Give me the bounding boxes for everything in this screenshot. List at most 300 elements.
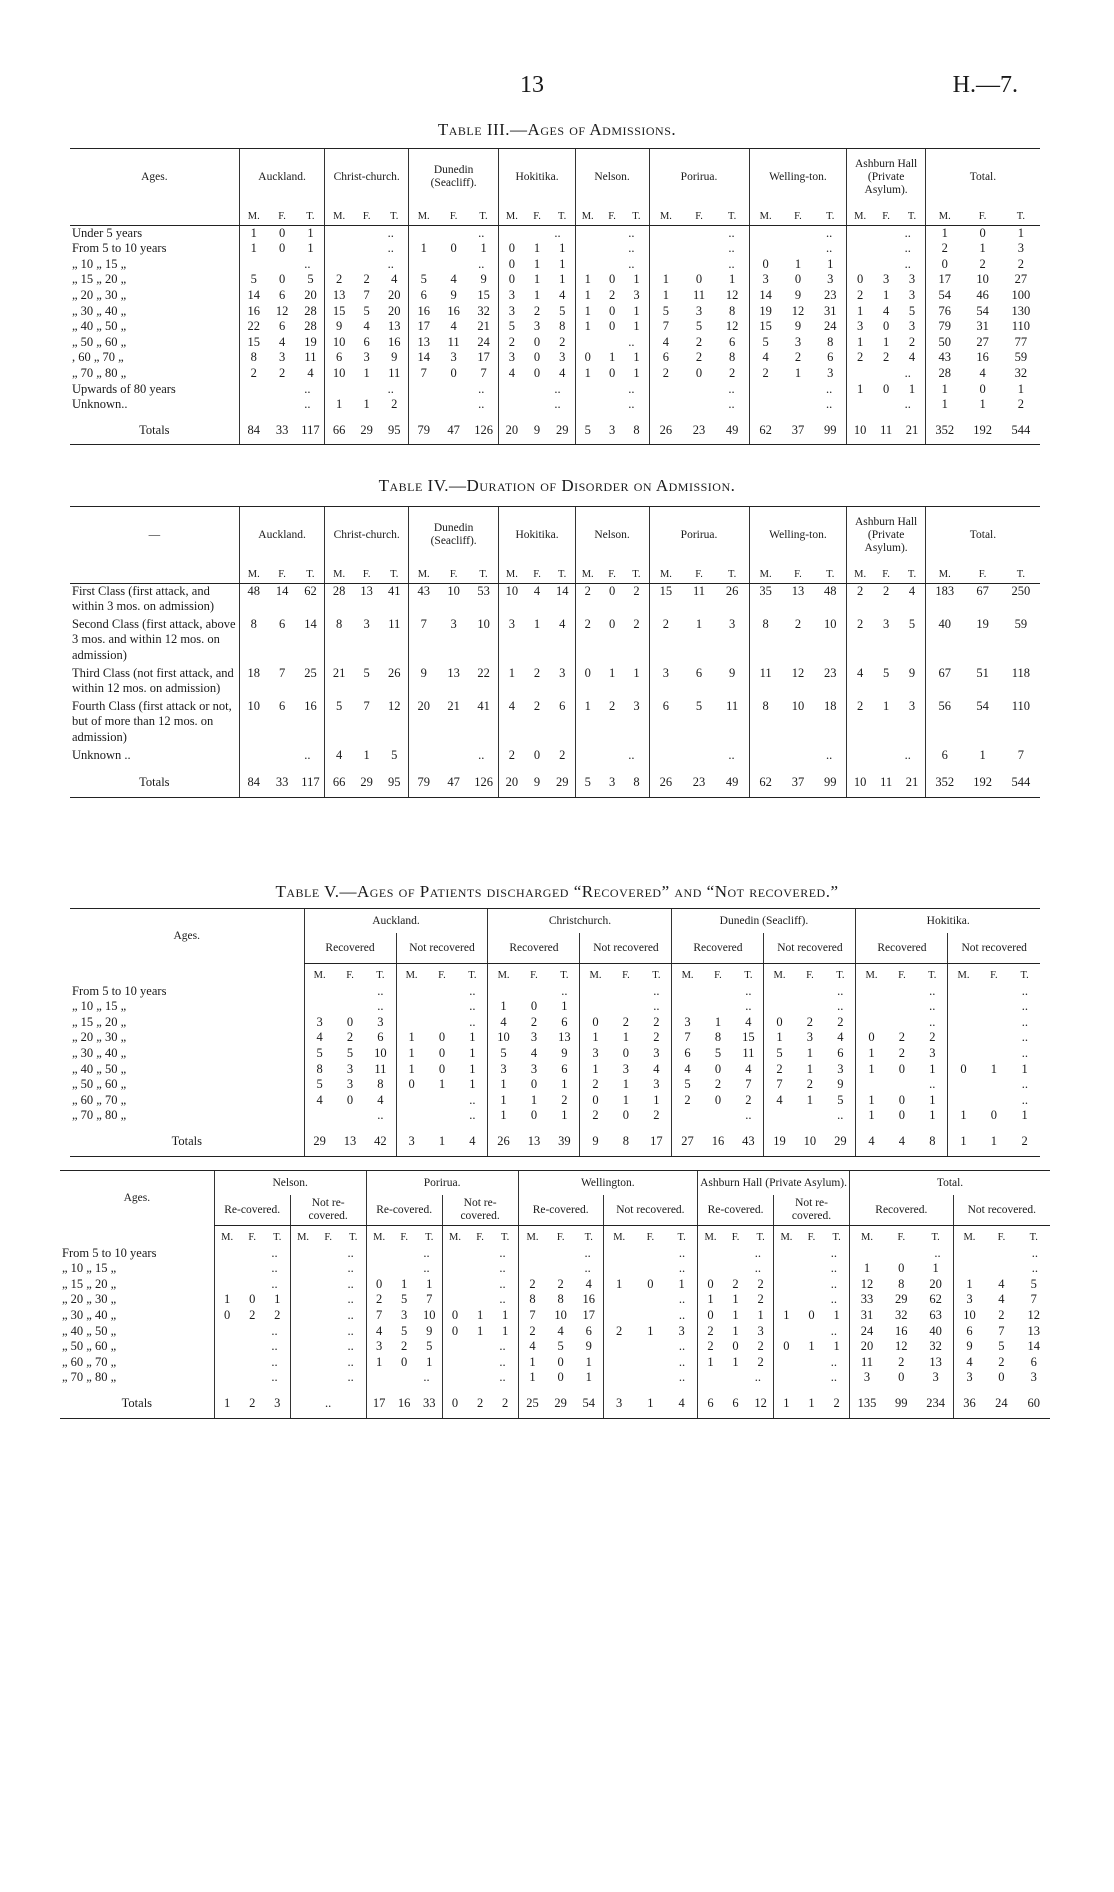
cell-value: 118 (1011, 665, 1030, 680)
total-value: 66 (325, 413, 353, 445)
group-header-row (60, 1171, 1050, 1196)
row-label: „ 70 „ 80 „ (72, 1108, 127, 1123)
cell-empty: .. (408, 382, 499, 398)
cell-value: 11 (388, 616, 401, 631)
cell-value: 12 (1027, 1307, 1040, 1322)
cell-value: 1 (622, 1092, 630, 1107)
cell-empty: .. (396, 984, 488, 1000)
cell-value: 2 (882, 350, 890, 365)
table-row (70, 397, 1040, 413)
table-row (70, 1093, 1040, 1109)
cell-value: 1 (979, 241, 986, 256)
cell-value: 1 (488, 1077, 519, 1093)
mft-label: M. (499, 563, 524, 583)
cell-empty: .. (774, 1261, 850, 1277)
cell-empty: .. (575, 257, 649, 273)
cell-value: 4 (837, 1030, 844, 1045)
cell-value: 7 (278, 665, 286, 680)
cell-value: 2 (653, 1014, 660, 1029)
total-value: 84 (239, 413, 268, 445)
cell-value: 4 (307, 365, 314, 380)
column-header: Christ-church. (325, 149, 408, 206)
cell-value: 17 (925, 272, 963, 288)
cell-empty: .. (774, 1292, 850, 1308)
cell-value: 1 (925, 397, 963, 413)
cell-value: 26 (387, 665, 401, 680)
cell-value: 8 (518, 1292, 546, 1308)
header-row (70, 507, 1040, 564)
total-value: 26 (488, 1124, 519, 1156)
cell-value: 1 (561, 1077, 568, 1092)
column-header: Total. (925, 149, 1040, 206)
total-value: 1 (799, 1386, 824, 1418)
cell-value: 1 (698, 1292, 723, 1308)
cell-empty: .. (749, 241, 847, 257)
cell-value: 3 (363, 616, 370, 631)
cell-value: 13 (325, 288, 353, 304)
cell-value: 59 (1014, 616, 1028, 631)
cell-value: 53 (477, 583, 490, 598)
cell-value: 1 (575, 304, 600, 320)
cell-value: 14 (304, 616, 317, 631)
total-value: 99 (814, 413, 847, 445)
cell-value: 6 (827, 350, 834, 365)
table-row (60, 1324, 1050, 1340)
cell-value: 4 (908, 350, 916, 365)
cell-value: 8 (377, 1077, 384, 1092)
cell-value: 2 (580, 1108, 611, 1124)
cell-value: 3 (559, 665, 566, 680)
total-value: 8 (917, 1124, 948, 1156)
cell-value: 0 (898, 1108, 906, 1123)
total-value: 8 (624, 413, 649, 445)
cell-empty: .. (603, 1339, 697, 1355)
cell-value: 3 (304, 1015, 335, 1031)
cell-value: 3 (366, 1339, 391, 1355)
cell-value: 1 (633, 272, 640, 287)
total-value: 95 (381, 413, 409, 445)
cell-empty: .. (290, 1324, 366, 1340)
cell-empty: .. (575, 397, 649, 413)
cell-value: 1 (396, 1046, 427, 1062)
cell-value: 4 (304, 1093, 335, 1109)
cell-empty: .. (442, 1292, 518, 1308)
cell-value: 10 (477, 616, 490, 631)
cell-value: 6 (695, 665, 703, 680)
total-value: 4 (887, 1124, 918, 1156)
mft-label: F. (807, 1232, 816, 1243)
sub-header: Not re-covered. (290, 1195, 366, 1226)
sub-header: Re-covered. (518, 1195, 603, 1226)
row-label: „ 15 „ 20 „ (62, 1276, 117, 1291)
table-row (70, 1030, 1040, 1046)
cell-value: 10 (791, 698, 805, 713)
table-row (70, 999, 1040, 1015)
cell-empty: .. (325, 241, 408, 257)
cell-value: 9 (908, 665, 916, 680)
cell-value: 1 (533, 256, 541, 271)
cell-value: 0 (499, 272, 524, 288)
cell-empty: .. (442, 1355, 518, 1371)
cell-value: 3 (908, 272, 916, 287)
sub-header: Not recovered (764, 933, 856, 964)
cell-value: 2 (533, 303, 541, 318)
cell-value: 14 (275, 583, 289, 598)
cell-value: 2 (239, 366, 268, 382)
cell-value: 2 (732, 1276, 739, 1291)
total-value: 10 (847, 413, 873, 445)
cell-value: 40 (929, 1323, 942, 1338)
cell-value: 15 (649, 583, 682, 617)
cell-value: 6 (585, 1323, 592, 1338)
cell-empty: .. (408, 397, 499, 413)
cell-value: 1 (480, 241, 487, 256)
cell-empty: .. (396, 1093, 488, 1109)
cell-value: 1 (585, 1354, 592, 1369)
cell-value: 0 (366, 1277, 391, 1293)
cell-empty: .. (774, 1370, 850, 1386)
cell-value: 62 (929, 1292, 942, 1307)
cell-value: 0 (647, 1276, 654, 1291)
total-value: 126 (469, 765, 499, 797)
cell-value: 0 (608, 616, 616, 631)
total-value: 11 (873, 765, 899, 797)
mft-label: T. (469, 563, 499, 583)
cell-empty: .. (764, 999, 856, 1015)
cell-value: 41 (387, 583, 401, 598)
table-row (70, 699, 1040, 748)
cell-value: 2 (530, 1014, 538, 1029)
cell-empty: .. (408, 225, 499, 241)
cell-value: 9 (426, 1323, 433, 1338)
cell-value: 3 (580, 1046, 611, 1062)
total-value: 192 (964, 765, 1002, 797)
total-value: 13 (335, 1124, 366, 1156)
cell-empty: .. (239, 257, 325, 273)
cell-empty: .. (518, 1246, 603, 1262)
cell-empty: .. (442, 1277, 518, 1293)
cell-value: 1 (847, 382, 873, 398)
mft-label: F. (782, 563, 815, 583)
cell-value: 5 (401, 1292, 408, 1307)
mft-label: M. (749, 205, 782, 225)
cell-value: 14 (749, 288, 782, 304)
cell-value: 17 (582, 1307, 596, 1322)
cell-value: 13 (387, 319, 401, 334)
mft-label: F. (600, 563, 625, 583)
total-value: 21 (899, 413, 925, 445)
cell-value: 2 (672, 1093, 703, 1109)
cell-value: 1 (502, 1323, 509, 1338)
cell-value: 1 (732, 1323, 739, 1338)
cell-value: 1 (808, 1339, 815, 1354)
cell-value: 3 (757, 1323, 764, 1338)
cell-value: 250 (1011, 583, 1031, 598)
mft-label: F. (438, 970, 446, 981)
total-value: 10 (795, 1124, 826, 1156)
total-value: 352 (925, 765, 963, 797)
cell-value: 14 (555, 583, 569, 598)
total-value: 8 (624, 765, 649, 797)
cell-empty: .. (672, 984, 764, 1000)
cell-value: 10 (953, 1308, 985, 1324)
cell-value: 18 (239, 666, 268, 699)
total-value: 1 (774, 1386, 799, 1418)
cell-value: 2 (561, 1092, 568, 1107)
mft-label: M. (488, 964, 519, 984)
cell-value: 3 (499, 617, 524, 666)
cell-value: 6 (649, 699, 682, 748)
cell-value: 3 (450, 616, 457, 631)
cell-value: 11 (304, 350, 317, 365)
cell-value: 32 (477, 303, 490, 318)
cell-value: 4 (450, 319, 457, 334)
table-row (70, 319, 1040, 335)
cell-value: 3 (653, 1077, 660, 1092)
mft-label: M. (214, 1226, 239, 1246)
cell-value: 1 (561, 1108, 568, 1123)
cell-value: 7 (363, 698, 370, 713)
total-value: 2 (824, 1386, 849, 1418)
mft-label: F. (268, 563, 297, 583)
cell-value: 2 (757, 1339, 764, 1354)
cell-value: 2 (518, 1277, 546, 1293)
cell-value: 4 (530, 1045, 538, 1060)
total-value: 49 (716, 765, 749, 797)
cell-value: 1 (408, 241, 438, 257)
cell-value: 0 (979, 381, 986, 396)
mft-row (70, 964, 1040, 984)
total-value: 3 (600, 413, 625, 445)
total-value: 26 (649, 765, 682, 797)
mft-label: T. (1002, 563, 1040, 583)
cell-value: 21 (325, 666, 353, 699)
cell-value: 1 (438, 1077, 446, 1092)
mft-label: F. (439, 205, 469, 225)
table-row (70, 583, 1040, 617)
cell-value: 3 (488, 1062, 519, 1078)
total-value: 27 (672, 1124, 703, 1156)
cell-value: 2 (1017, 397, 1024, 412)
cell-empty: .. (953, 1246, 1050, 1262)
mft-label: F. (806, 970, 814, 981)
table-4-duration-of-disorder (70, 506, 1040, 798)
cell-value: 13 (408, 335, 438, 351)
document-reference: H.—7. (952, 72, 1018, 98)
cell-value: 7 (672, 1030, 703, 1046)
cell-value: 26 (725, 583, 739, 598)
cell-value: 1 (850, 1261, 885, 1277)
mft-label: T. (550, 563, 575, 583)
cell-value: 0 (533, 350, 541, 365)
total-value: 3 (603, 1386, 634, 1418)
cell-value: 1 (575, 366, 600, 382)
cell-empty: .. (290, 1246, 366, 1262)
mft-label: F. (682, 205, 715, 225)
total-value: 16 (703, 1124, 734, 1156)
column-header: Ashburn Hall (Private Asylum). (847, 507, 926, 564)
cell-value: 2 (346, 1030, 354, 1045)
table-5-part-2 (60, 1170, 1050, 1419)
cell-value: 4 (488, 1015, 519, 1031)
cell-value: 2 (794, 350, 802, 365)
cell-value: 5 (882, 665, 890, 680)
mft-label: M. (649, 205, 682, 225)
cell-value: 6 (953, 1324, 985, 1340)
cell-value: 14 (408, 350, 438, 366)
cell-value: 9 (837, 1077, 844, 1092)
total-value: 66 (325, 765, 353, 797)
mft-label: F. (714, 970, 722, 981)
cell-value: 1 (653, 1092, 660, 1107)
total-value: 17 (366, 1386, 391, 1418)
cell-value: 15 (749, 319, 782, 335)
cell-value: 23 (824, 665, 837, 680)
cell-value: 5 (908, 303, 916, 318)
cell-empty: .. (672, 999, 764, 1015)
mft-label: M. (649, 563, 682, 583)
mft-label: T. (469, 205, 499, 225)
cell-value: 5 (307, 272, 314, 287)
mft-label: M. (603, 1226, 634, 1246)
cell-value: 29 (895, 1292, 908, 1307)
cell-value: 5 (426, 1339, 433, 1354)
cell-value: 8 (239, 350, 268, 366)
mft-label: F. (964, 563, 1002, 583)
cell-value: 3 (377, 1014, 384, 1029)
cell-value: 4 (366, 1324, 391, 1340)
cell-value: 6 (408, 288, 438, 304)
cell-value: 2 (764, 1062, 795, 1078)
total-value: 60 (1018, 1386, 1050, 1418)
cell-value: 5 (998, 1339, 1005, 1354)
cell-value: 2 (898, 1354, 905, 1369)
cell-value: 1 (396, 1030, 427, 1046)
cell-empty: .. (214, 1261, 290, 1277)
cell-value: 0 (732, 1339, 739, 1354)
cell-value: 0 (622, 1108, 630, 1123)
column-header: Hokitika. (499, 149, 575, 206)
cell-value: 0 (608, 272, 616, 287)
cell-value: 5 (499, 319, 524, 335)
cell-value: 0 (898, 1370, 905, 1385)
cell-value: 0 (608, 583, 616, 598)
cell-value: 6 (278, 616, 286, 631)
mft-label: F. (997, 1232, 1006, 1243)
cell-value: 10 (239, 699, 268, 748)
cell-value: 6 (363, 334, 370, 349)
cell-value: 1 (1021, 1108, 1028, 1123)
table-row (60, 1355, 1050, 1371)
cell-value: 0 (580, 1015, 611, 1031)
cell-empty: .. (304, 984, 396, 1000)
cell-value: 0 (249, 1292, 256, 1307)
cell-value: 9 (794, 287, 802, 302)
cell-value: 3 (827, 365, 834, 380)
mft-label: F. (530, 970, 538, 981)
cell-value: 17 (477, 350, 490, 365)
cell-value: 7 (518, 1308, 546, 1324)
sub-header: Re-covered. (214, 1195, 290, 1226)
cell-value: 0 (714, 1092, 722, 1107)
mft-label: M. (847, 563, 873, 583)
cell-value: 0 (608, 319, 616, 334)
cell-empty: .. (953, 1261, 1050, 1277)
cell-value: 4 (278, 334, 286, 349)
sub-header: Re-covered. (366, 1195, 442, 1226)
cell-value: 0 (450, 241, 457, 256)
cell-value: 4 (585, 1276, 592, 1291)
cell-value: 12 (791, 303, 805, 318)
cell-empty: .. (649, 241, 749, 257)
sub-header: Not recovered. (953, 1195, 1050, 1226)
cell-empty: .. (214, 1339, 290, 1355)
total-value: 0 (442, 1386, 467, 1418)
mft-label: M. (325, 563, 353, 583)
cell-value: 4 (745, 1014, 752, 1029)
cell-value: 1 (764, 1030, 795, 1046)
cell-value: 1 (518, 1355, 546, 1371)
total-value: 99 (814, 765, 847, 797)
cell-empty: .. (239, 748, 325, 766)
cell-value: 15 (477, 287, 490, 302)
total-value: 2 (493, 1386, 518, 1418)
cell-value: 16 (387, 334, 401, 349)
cell-value: 0 (499, 257, 524, 273)
row-label: From 5 to 10 years (72, 983, 167, 998)
total-value: 12 (748, 1386, 773, 1418)
sub-header: Not recovered (948, 933, 1040, 964)
cell-value: 3 (499, 350, 524, 366)
cell-value: 6 (278, 287, 286, 302)
cell-empty: .. (774, 1277, 850, 1293)
total-value: 23 (682, 765, 715, 797)
cell-value: 9 (561, 1045, 568, 1060)
sub-header: Recovered (488, 933, 580, 964)
cell-value: 2 (575, 617, 600, 666)
cell-value: 4 (998, 1276, 1005, 1291)
total-value: 5 (575, 765, 600, 797)
cell-value: 20 (387, 287, 401, 302)
cell-value: 7 (1017, 747, 1024, 762)
cell-empty: .. (649, 225, 749, 241)
cell-value: 25 (304, 665, 317, 680)
cell-value: 3 (559, 350, 566, 365)
cell-value: 4 (499, 699, 524, 748)
cell-value: 4 (953, 1355, 985, 1371)
cell-value: 3 (450, 350, 457, 365)
cell-value: 3 (932, 1370, 939, 1385)
mft-label: M. (575, 563, 600, 583)
row-label: Fourth Class (first attack or not, but of more than 12 mos. on admission) (72, 698, 232, 744)
cell-value: 1 (806, 1092, 814, 1107)
cell-value: 4 (653, 1061, 660, 1076)
table-row (70, 1046, 1040, 1062)
total-value: 29 (304, 1124, 335, 1156)
cell-value: 13 (1027, 1323, 1040, 1338)
mft-label: T. (744, 970, 753, 981)
cell-value: 3 (530, 1061, 538, 1076)
cell-value: 1 (469, 1030, 476, 1045)
cell-value: 0 (898, 1261, 905, 1276)
total-value: 47 (439, 413, 469, 445)
cell-empty: .. (749, 748, 847, 766)
cell-value: 0 (557, 1354, 564, 1369)
cell-value: 100 (1011, 287, 1031, 302)
page-header (0, 72, 1114, 112)
column-header: Auckland. (239, 507, 325, 564)
cell-value: 2 (998, 1354, 1005, 1369)
